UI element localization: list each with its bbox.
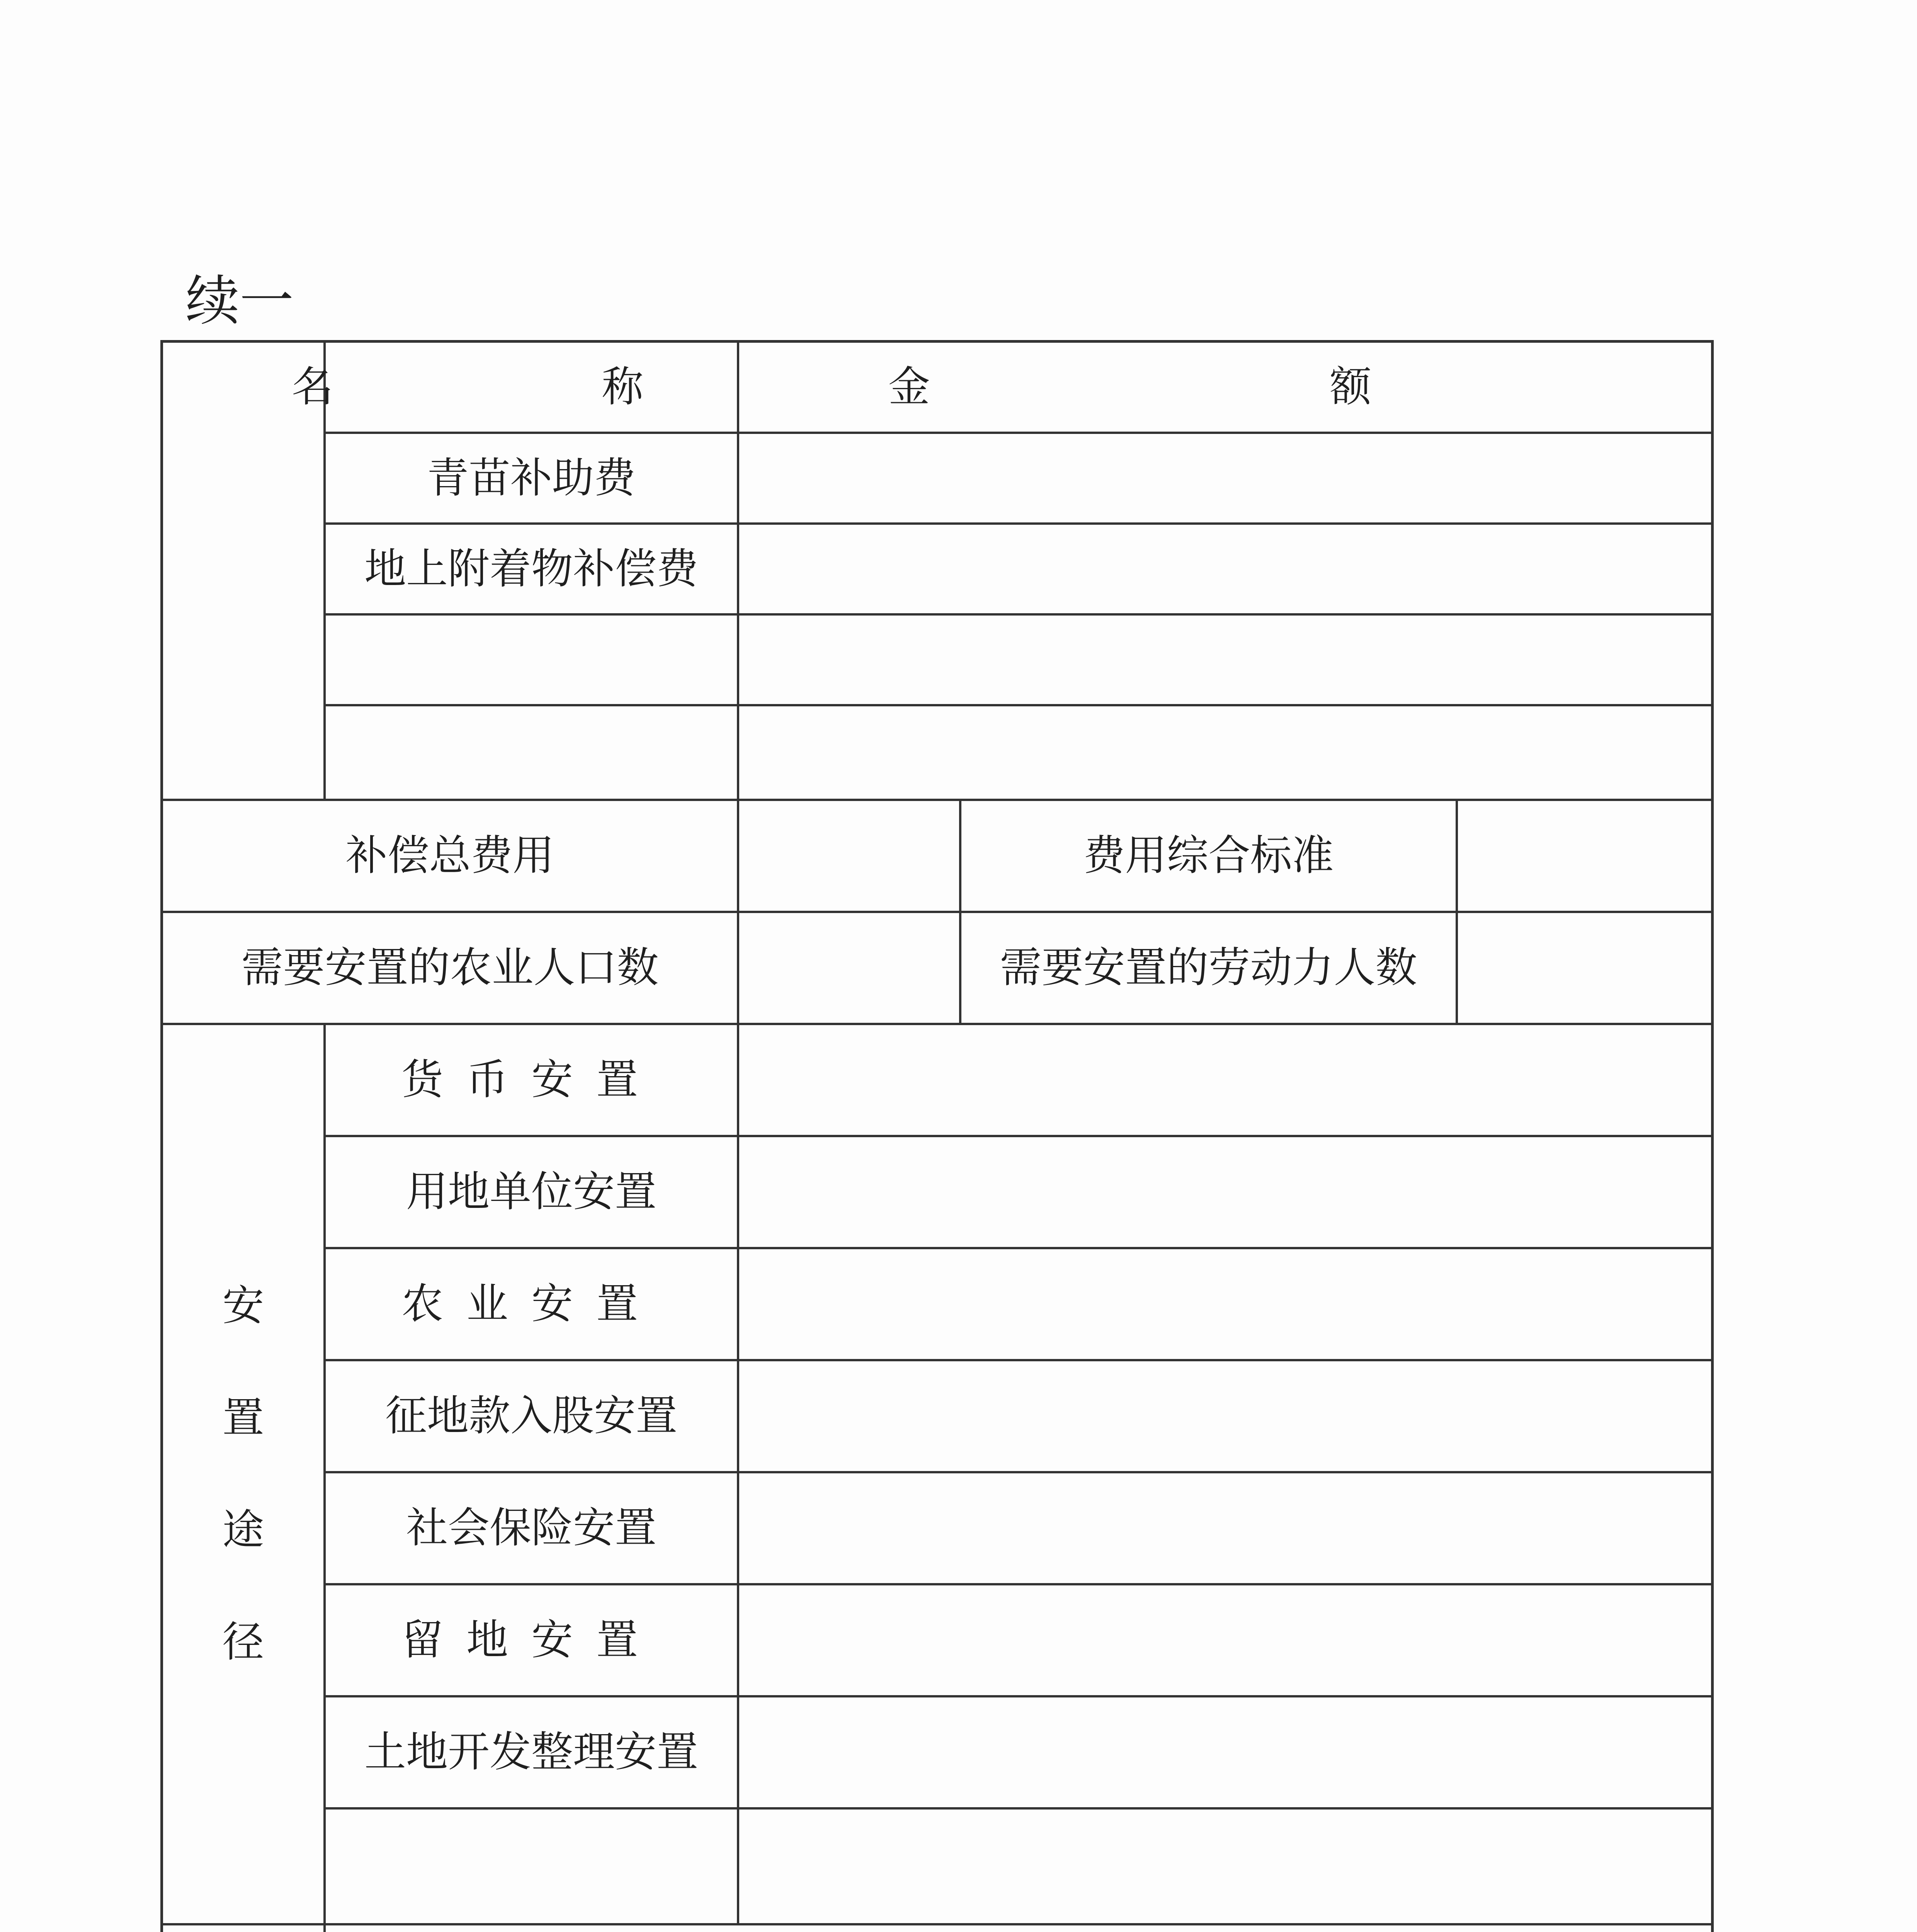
resettlement-section-label	[163, 1025, 323, 1923]
item-name-cell[interactable]	[326, 616, 737, 704]
labor-count-label: 需要安置的劳动力人数	[1000, 944, 1417, 992]
item-amount-cell[interactable]	[739, 706, 1714, 799]
section-label-char: 径	[222, 1618, 264, 1666]
method-name-cell: 社会保险安置	[406, 1504, 657, 1552]
method-value-cell[interactable]	[739, 1361, 1714, 1471]
method-monetary: 货币安置	[401, 1056, 661, 1104]
section-label-char: 置	[222, 1394, 264, 1442]
method-agriculture: 农业安置	[401, 1280, 661, 1328]
total-fee-value[interactable]	[739, 801, 959, 911]
method-value-cell[interactable]	[739, 1249, 1714, 1359]
fee-standard-label: 费用综合标准	[1083, 832, 1334, 880]
method-value-cell[interactable]	[739, 1025, 1714, 1135]
total-fee-label: 补偿总费用	[345, 832, 555, 880]
method-name-cell	[326, 1025, 737, 1135]
item-amount-cell[interactable]	[739, 525, 1714, 613]
method-value-cell[interactable]	[739, 1810, 1714, 1923]
page-heading: 续一	[185, 270, 294, 333]
farm-population-value[interactable]	[739, 913, 959, 1023]
labor-count-value[interactable]	[1458, 913, 1714, 1023]
method-value-cell[interactable]	[739, 1585, 1714, 1695]
method-name-cell	[326, 1585, 737, 1695]
method-name-cell: 土地开发整理安置	[364, 1728, 698, 1776]
item-name-cell: 地上附着物补偿费	[364, 544, 698, 593]
item-amount-cell[interactable]	[739, 434, 1714, 522]
section-label-char: 途	[222, 1506, 264, 1554]
name-column-header	[291, 343, 771, 432]
fee-standard-value[interactable]	[1458, 801, 1714, 911]
amount-column-header	[739, 343, 1714, 432]
item-name-cell[interactable]	[326, 706, 737, 799]
item-name-cell: 青苗补助费	[427, 454, 636, 502]
section-label-char: 安	[222, 1282, 264, 1330]
method-reserved-land: 留地安置	[401, 1616, 661, 1664]
method-value-cell[interactable]	[739, 1697, 1714, 1807]
method-name-cell[interactable]	[326, 1810, 737, 1923]
name-header-text: 名 称	[291, 363, 771, 411]
amount-header-text: 金 额	[888, 363, 1565, 411]
farm-population-label: 需要安置的农业人口数	[241, 944, 659, 992]
remarks-content[interactable]	[326, 1925, 1714, 1932]
method-name-cell: 征地款入股安置	[385, 1392, 677, 1440]
compensation-form-table	[160, 340, 1714, 1932]
method-value-cell[interactable]	[739, 1473, 1714, 1583]
method-name-cell	[326, 1249, 737, 1359]
remarks-label	[163, 1925, 323, 1932]
method-name-cell: 用地单位安置	[406, 1168, 657, 1216]
method-value-cell[interactable]	[739, 1137, 1714, 1247]
item-amount-cell[interactable]	[739, 616, 1714, 704]
